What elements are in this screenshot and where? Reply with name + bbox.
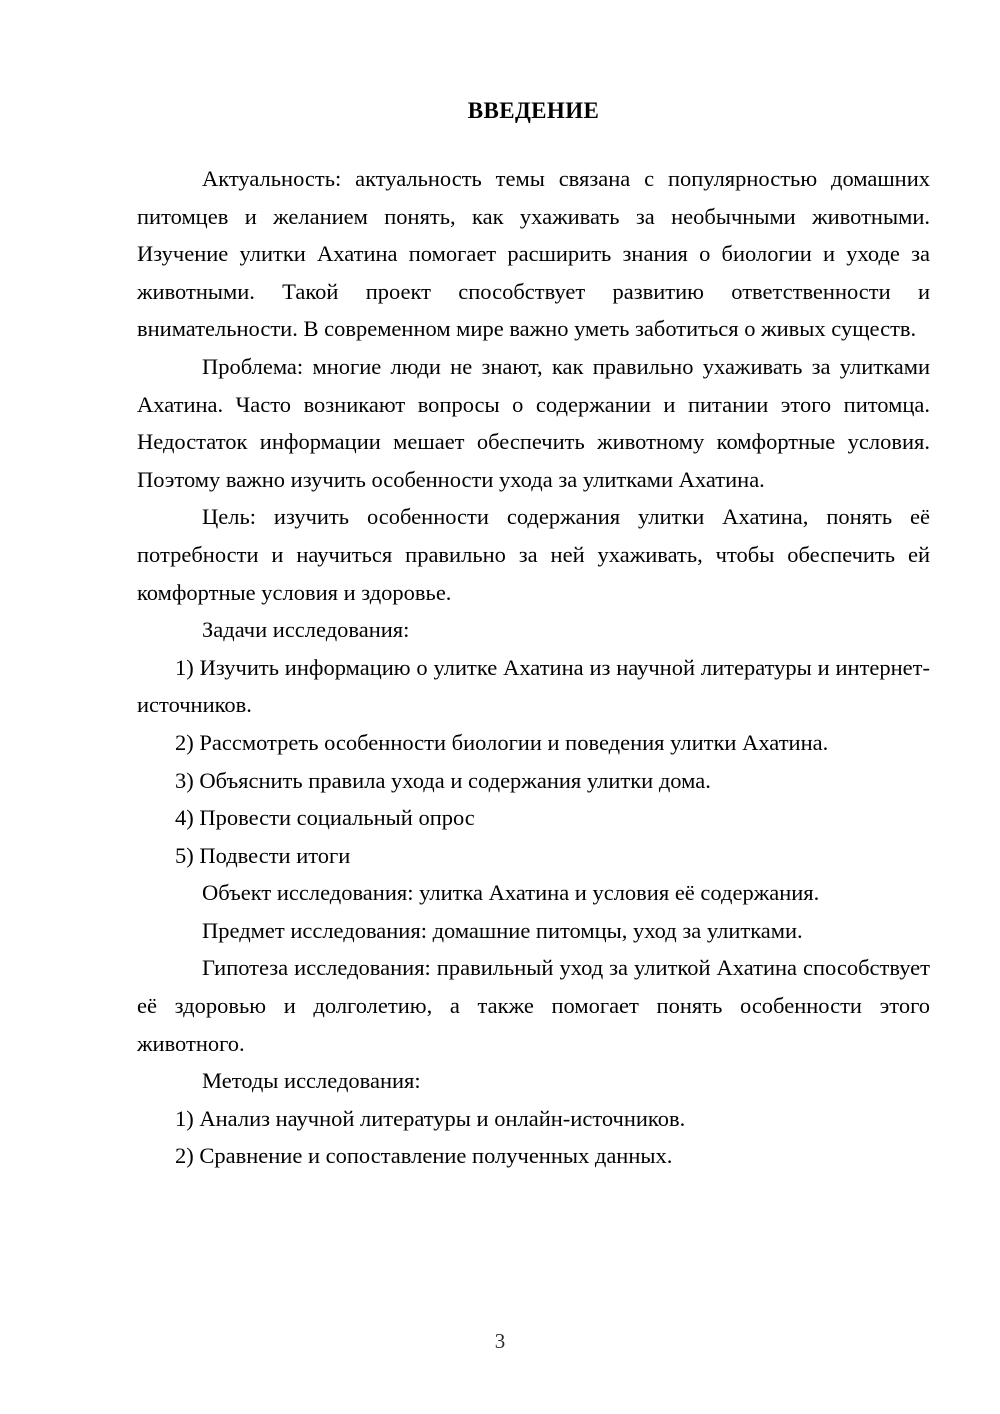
- paragraph-subject: Предмет исследования: домашние питомцы, уход за улитками.: [202, 917, 803, 943]
- paragraph-hypothesis: Гипотеза исследования: правильный уход за улиткой Ахатина способствует её здоровью и долголетию, а также помогает понять особенности этого животного.: [137, 955, 930, 1056]
- list-item-task-3: 3) Объяснить правила ухода и содержания улитки дома.: [175, 767, 711, 793]
- heading-tasks: Задачи исследования:: [202, 617, 410, 643]
- paragraph-object: Объект исследования: улитка Ахатина и условия её содержания.: [202, 880, 820, 906]
- list-item-task-1: 1) Изучить информацию о улитке Ахатина из научной литературы и интернет-источников.: [137, 654, 930, 718]
- list-item-method-1: 1) Анализ научной литературы и онлайн-источников.: [175, 1105, 686, 1131]
- paragraph-problem: Проблема: многие люди не знают, как правильно ухаживать за улитками Ахатина. Часто возникают вопросы о содержании и питании этого питомца. Недостаток информации мешает обеспечить животному комфортные условия. Поэтому важно изучить особенности ухода за улитками Ахатина.: [137, 353, 930, 492]
- list-item-method-2: 2) Сравнение и сопоставление полученных данных.: [175, 1143, 673, 1169]
- list-item-task-5: 5) Подвести итоги: [175, 842, 351, 868]
- list-item-task-4: 4) Провести социальный опрос: [175, 805, 475, 831]
- heading-methods: Методы исследования:: [202, 1068, 421, 1094]
- paragraph-relevance: Актуальность: актуальность темы связана с популярностью домашних питомцев и желанием понять, как ухаживать за необычными животными. Изучение улитки Ахатина помогает расширить знания о биологии и уходе за животными. Такой проект способствует развитию ответственности и внимательности. В современном мире важно уметь заботиться о живых существ.: [137, 166, 930, 342]
- list-item-task-2: 2) Рассмотреть особенности биологии и поведения улитки Ахатина.: [175, 729, 829, 755]
- document-body: [137, 92, 930, 1175]
- page-title: ВВЕДЕНИЕ: [467, 98, 600, 123]
- page-number: 3: [494, 1329, 506, 1353]
- title-spacer: [137, 136, 930, 160]
- paragraph-goal: Цель: изучить особенности содержания улитки Ахатина, понять её потребности и научиться правильно за ней ухаживать, чтобы обеспечить ей комфортные условия и здоровье.: [137, 504, 930, 605]
